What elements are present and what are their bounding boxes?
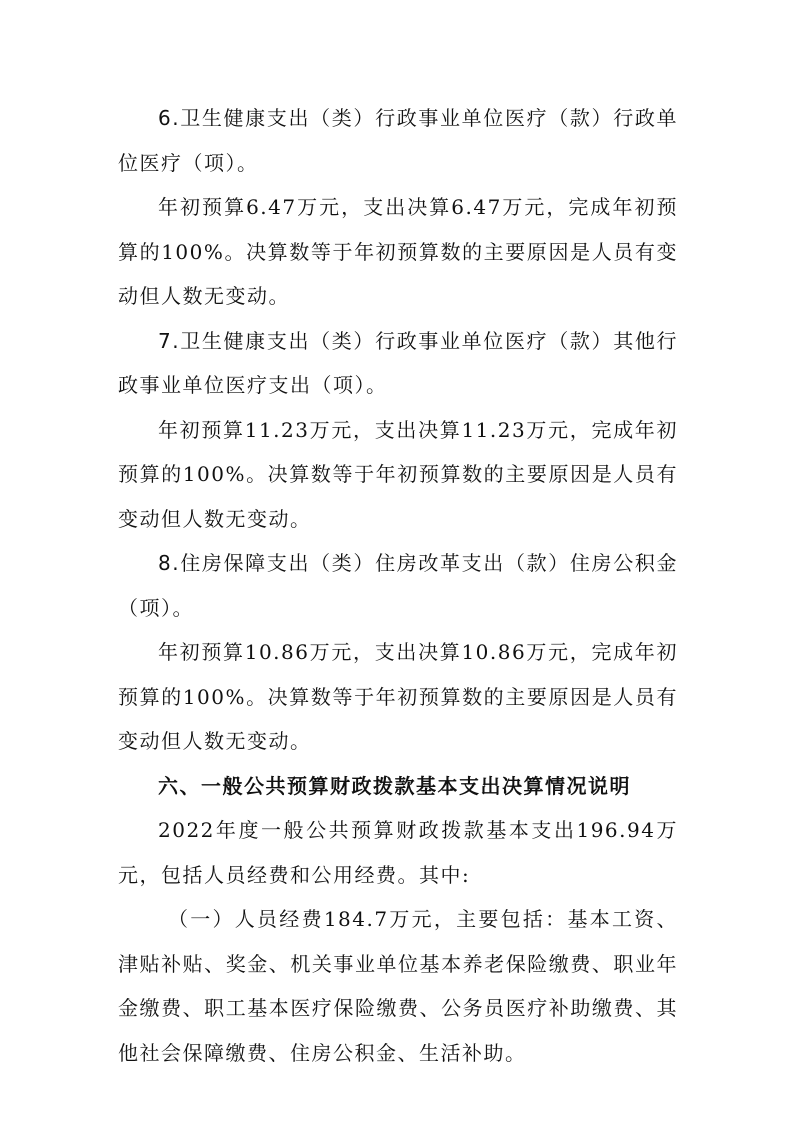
personnel-expenses-paragraph: （一）人员经费184.7万元，主要包括：基本工资、津贴补贴、奖金、机关事业单位基本养老保险缴费、职业年金缴费、职工基本医疗保险缴费、公务员医疗补助缴费、其他社会保障缴费、住房公积金、生活补助。 <box>118 907 678 1065</box>
item-8-heading: 8.住房保障支出（类）住房改革支出（款）住房公积金（项）。 <box>118 551 678 620</box>
section-6-intro: 2022年度一般公共预算财政拨款基本支出196.94万元，包括人员经费和公用经费。其中: <box>118 818 678 887</box>
item-6-heading: 6.卫生健康支出（类）行政事业单位医疗（款）行政单位医疗（项）。 <box>118 106 678 175</box>
item-7-body: 年初预算11.23万元，支出决算11.23万元，完成年初预算的100%。决算数等于年初预算数的主要原因是人员有变动但人数无变动。 <box>118 417 678 531</box>
section-6-title: 六、一般公共预算财政拨款基本支出决算情况说明 <box>158 773 631 798</box>
item-7-heading: 7.卫生健康支出（类）行政事业单位医疗（款）其他行政事业单位医疗支出（项）。 <box>118 328 678 397</box>
item-6-body: 年初预算6.47万元，支出决算6.47万元，完成年初预算的100%。决算数等于年初预算数的主要原因是人员有变动但人数无变动。 <box>118 195 678 308</box>
document-body <box>118 96 678 1075</box>
item-8-body: 年初预算10.86万元，支出决算10.86万元，完成年初预算的100%。决算数等于年初预算数的主要原因是人员有变动但人数无变动。 <box>118 640 678 753</box>
